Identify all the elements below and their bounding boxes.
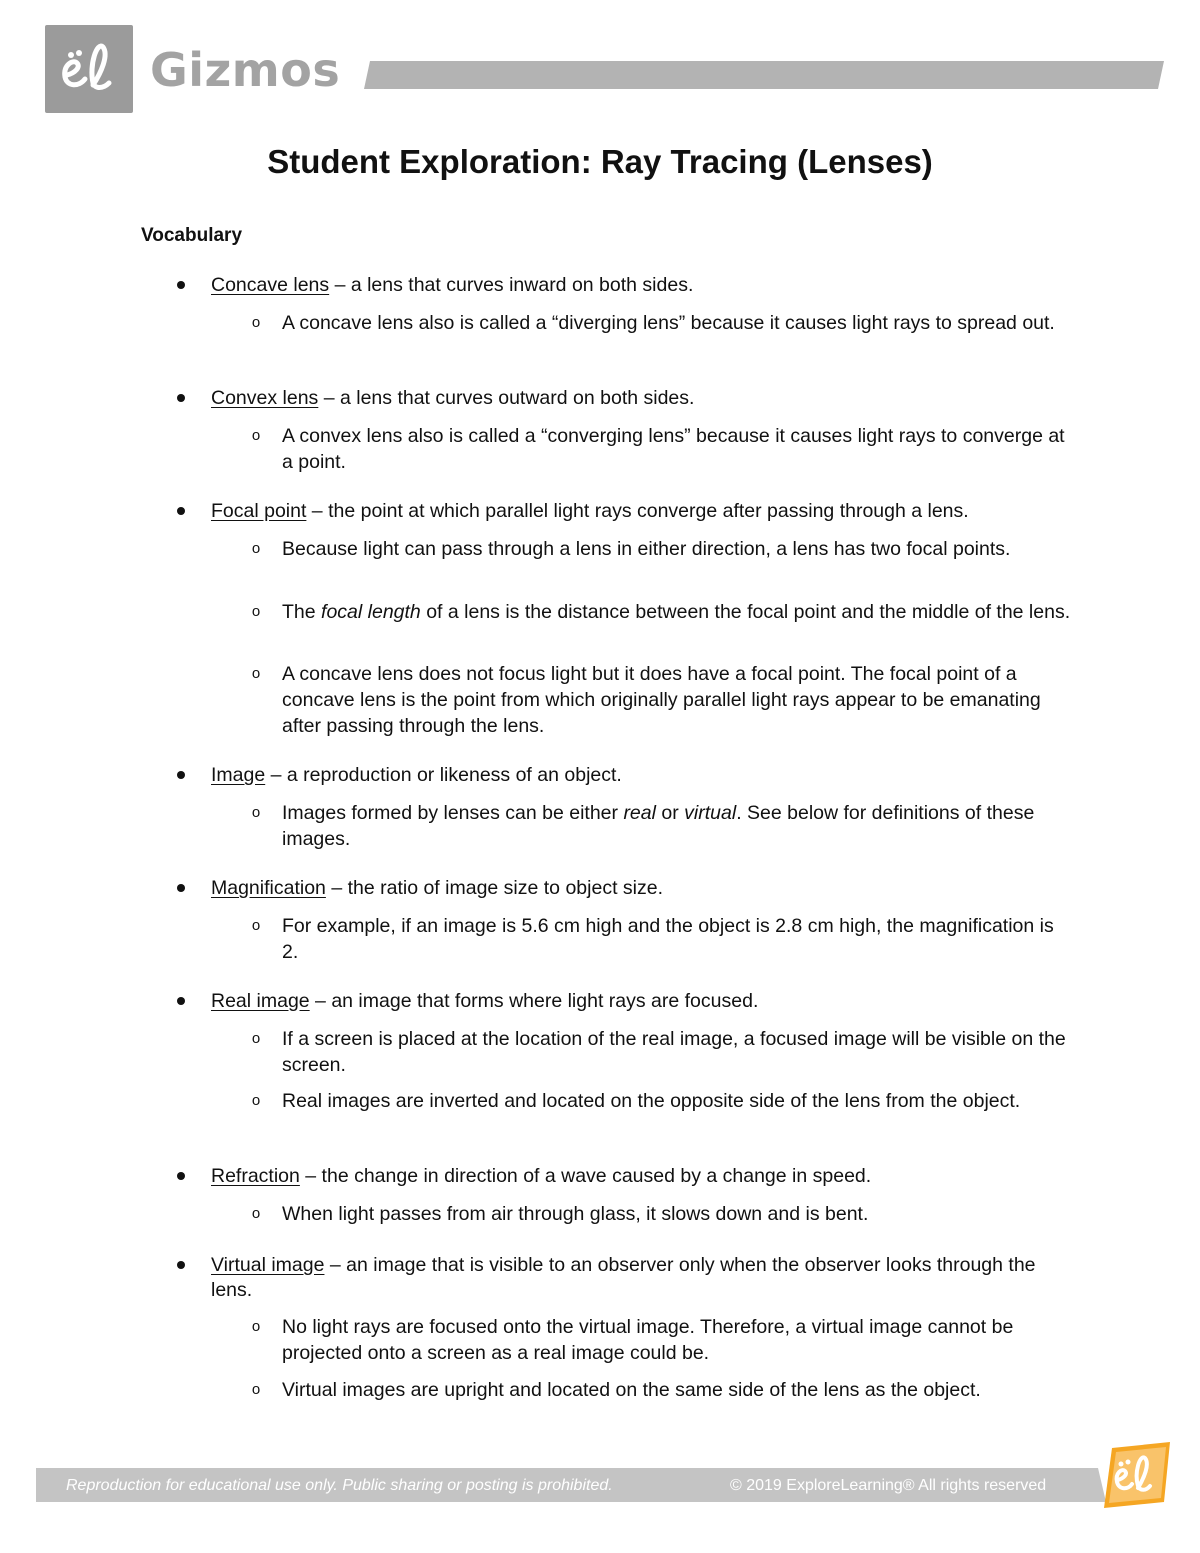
vocab-term-magnification <box>211 876 1071 901</box>
vocab-note <box>282 599 1072 625</box>
term-word: Real image <box>211 990 310 1012</box>
note-text: Images formed by lenses can be either <box>282 802 624 824</box>
vocab-note <box>282 800 1072 852</box>
term-word: Focal point <box>211 500 307 522</box>
vocab-term-concave-lens <box>211 273 1071 298</box>
bullet-icon <box>175 884 187 896</box>
bullet-icon <box>175 771 187 783</box>
explorelearning-el-badge-icon <box>1098 1440 1174 1510</box>
vocab-term-real-image <box>211 989 1071 1014</box>
note-italic: real <box>623 802 656 824</box>
page-title: Student Exploration: Ray Tracing (Lenses) <box>267 143 933 180</box>
sub-bullet-marker: o <box>251 540 261 557</box>
sub-bullet-marker: o <box>251 603 261 620</box>
bullet-icon <box>175 997 187 1009</box>
term-word: Magnification <box>211 877 326 899</box>
bullet-icon <box>175 281 187 293</box>
sub-bullet-marker: o <box>251 1205 261 1222</box>
note-italic: focal length <box>321 601 421 623</box>
vocab-note: If a screen is placed at the location of the real image, a focused image will be visible on the screen. <box>282 1028 1066 1076</box>
vocab-term-image <box>211 763 1071 788</box>
header-divider-bar <box>364 61 1164 89</box>
vocab-note: When light passes from air through glass, it slows down and is bent. <box>282 1203 869 1225</box>
sub-bullet-marker: o <box>251 314 261 331</box>
term-definition: – the change in direction of a wave caused by a change in speed. <box>299 1165 872 1187</box>
term-word: Virtual image <box>211 1254 325 1276</box>
term-word: Image <box>211 764 266 786</box>
term-definition: – a lens that curves inward on both sides. <box>329 274 694 296</box>
term-word: Convex lens <box>211 387 319 409</box>
vocab-term-refraction <box>211 1164 1071 1189</box>
sub-bullet-marker: o <box>251 1381 261 1398</box>
vocab-note: No light rays are focused onto the virtual image. Therefore, a virtual image cannot be projected onto a screen as a real image could be. <box>282 1316 1014 1364</box>
note-text: The <box>282 601 322 623</box>
term-definition: – an image that forms where light rays are focused. <box>309 990 759 1012</box>
term-definition: – the point at which parallel light rays converge after passing through a lens. <box>306 500 969 522</box>
sub-bullet-marker: o <box>251 1030 261 1047</box>
vocab-note: A concave lens also is called a “diverging lens” because it causes light rays to spread out. <box>282 312 1055 334</box>
sub-bullet-marker: o <box>251 1318 261 1335</box>
term-definition: – a lens that curves outward on both sides. <box>318 387 695 409</box>
sub-bullet-marker: o <box>251 804 261 821</box>
note-text: or <box>655 802 685 824</box>
footer-usage-notice: Reproduction for educational use only. Public sharing or posting is prohibited. <box>66 1477 613 1494</box>
vocab-note: Virtual images are upright and located on the same side of the lens as the object. <box>282 1379 981 1401</box>
sub-bullet-marker: o <box>251 665 261 682</box>
note-italic: virtual <box>684 802 737 824</box>
term-word: Concave lens <box>211 274 330 296</box>
vocab-term-focal-point <box>211 499 1071 524</box>
vocab-note: Because light can pass through a lens in either direction, a lens has two focal points. <box>282 538 1011 560</box>
vocab-term-convex-lens <box>211 386 1071 411</box>
sub-bullet-marker: o <box>251 917 261 934</box>
sub-bullet-marker: o <box>251 427 261 444</box>
note-text: . See below for definitions of these images. <box>282 802 1035 850</box>
term-definition: – an image that is visible to an observer only when the observer looks through the lens. <box>211 1254 1036 1301</box>
vocab-note: A convex lens also is called a “converging lens” because it causes light rays to converge at a point. <box>282 425 1065 473</box>
bullet-icon <box>175 1261 187 1273</box>
bullet-icon <box>175 507 187 519</box>
bullet-icon <box>175 1172 187 1184</box>
bullet-icon <box>175 394 187 406</box>
term-word: Refraction <box>211 1165 300 1187</box>
explorelearning-el-icon <box>45 25 133 113</box>
vocab-note: For example, if an image is 5.6 cm high and the object is 2.8 cm high, the magnification is 2. <box>282 915 1054 963</box>
term-definition: – the ratio of image size to object size. <box>325 877 663 899</box>
vocab-note: A concave lens does not focus light but it does have a focal point. The focal point of a concave lens is the point from which originally parallel light rays appear to be emanating after passing through the lens. <box>282 663 1041 737</box>
page-header <box>0 0 1200 120</box>
brand-name: Gizmos <box>150 43 341 97</box>
vocab-term-virtual-image <box>211 1253 1071 1303</box>
vocab-note: Real images are inverted and located on the opposite side of the lens from the object. <box>282 1090 1021 1112</box>
sub-bullet-marker: o <box>251 1092 261 1109</box>
note-text: of a lens is the distance between the focal point and the middle of the lens. <box>420 601 1071 623</box>
footer-copyright: © 2019 ExploreLearning® All rights reserved <box>730 1477 1047 1494</box>
section-heading-vocabulary: Vocabulary <box>141 225 243 246</box>
term-definition: – a reproduction or likeness of an object. <box>265 764 622 786</box>
